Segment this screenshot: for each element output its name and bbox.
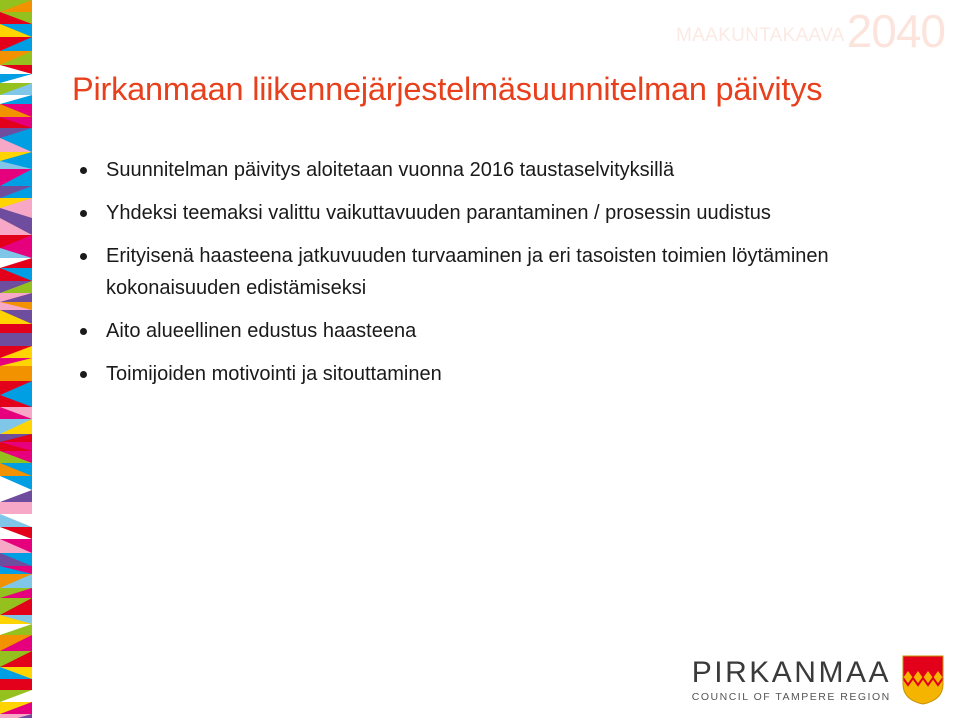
- bullet-text: Yhdeksi teemaksi valittu vaikuttavuuden parantaminen / prosessin uudistus: [106, 202, 771, 224]
- brand-word: MAAKUNTAKAAVA: [676, 25, 845, 46]
- bullet-text: Toimijoiden motivointi ja sitouttaminen: [106, 363, 442, 385]
- bullet-icon: [80, 210, 87, 217]
- brand-mark: [676, 5, 945, 57]
- bullet-icon: [80, 371, 87, 378]
- brand-year: 2040: [846, 5, 945, 57]
- bullet-text: Aito alueellinen edustus haasteena: [106, 320, 417, 342]
- footer-name: PIRKANMAA: [691, 656, 891, 689]
- footer-subtitle: COUNCIL OF TAMPERE REGION: [691, 691, 891, 703]
- footer-text: [692, 654, 891, 703]
- bullet-text: Suunnitelman päivitys aloitetaan vuonna 2016 taustaselvityksillä: [106, 159, 675, 181]
- page-title: Pirkanmaan liikennejärjestelmäsuunnitelman päivitys: [72, 71, 823, 107]
- bullet-icon: [80, 253, 87, 260]
- bullet-list: [76, 154, 896, 401]
- bullet-text: Erityisenä haasteena jatkuvuuden turvaaminen ja eri tasoisten toimien löytäminen kokonaisuuden edistämiseksi: [106, 245, 829, 299]
- bullet-item: [76, 315, 896, 347]
- bullet-icon: [80, 328, 87, 335]
- bullet-icon: [80, 167, 87, 174]
- footer-logo: [692, 654, 945, 706]
- bullet-item: [76, 240, 896, 304]
- striped-pattern-icon: [0, 0, 32, 718]
- bullet-item: [76, 358, 896, 390]
- pirkanmaa-crest-icon: [901, 654, 945, 706]
- bullet-item: [76, 154, 896, 186]
- bullet-item: [76, 197, 896, 229]
